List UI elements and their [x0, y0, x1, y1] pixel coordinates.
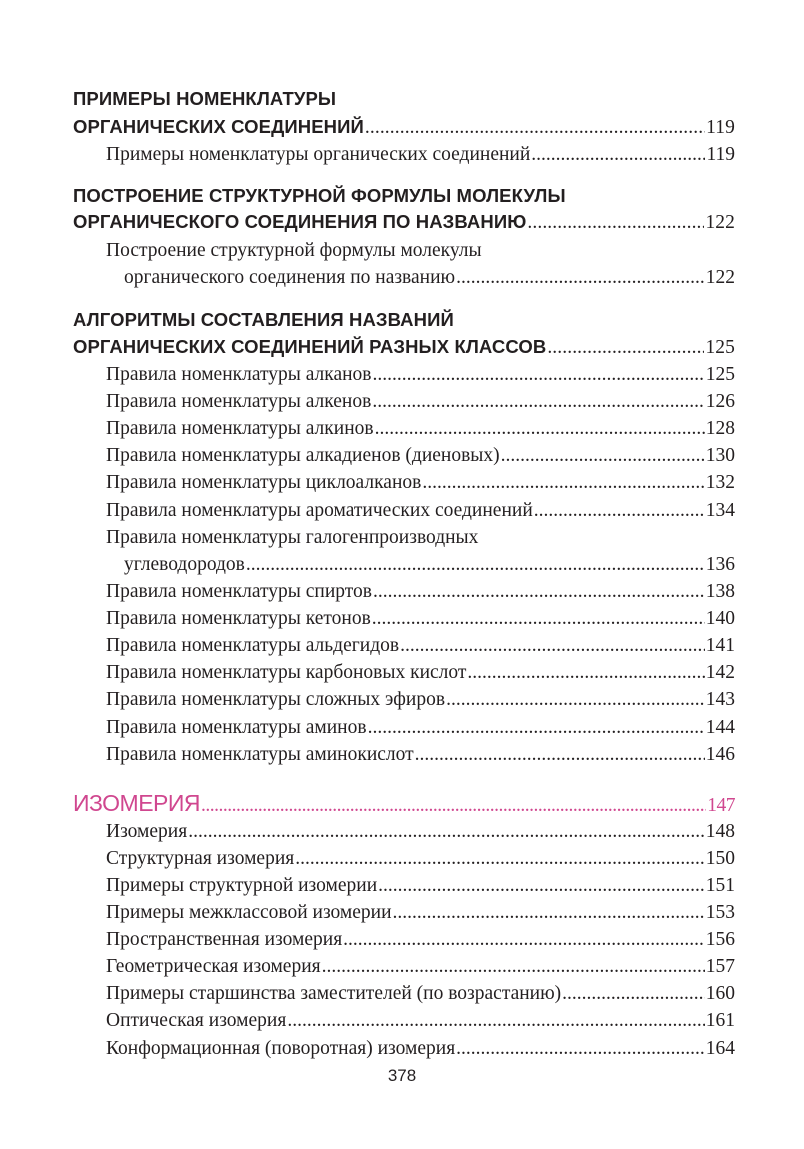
entry-title: Геометрическая изомерия — [106, 956, 321, 977]
toc-entry[interactable] — [106, 418, 735, 440]
toc-entry-section[interactable] — [73, 116, 735, 139]
entry-title: Правила номенклатуры алканов — [106, 364, 372, 385]
dot-leader — [295, 848, 705, 870]
entry-title: Правила номенклатуры кетонов — [106, 608, 371, 629]
dot-leader — [373, 364, 705, 386]
dot-leader — [368, 717, 705, 739]
page-number: 119 — [706, 117, 735, 138]
page-number: 140 — [705, 608, 735, 629]
entry-title: Правила номенклатуры карбоновых кислот — [106, 662, 467, 683]
page-number: 128 — [705, 418, 735, 439]
section-title: ПРИМЕРЫ НОМЕНКЛАТУРЫ — [73, 88, 337, 109]
page-number: 136 — [705, 554, 735, 575]
dot-leader — [534, 500, 705, 522]
dot-leader — [201, 795, 706, 817]
dot-leader — [415, 744, 705, 766]
page-number: 150 — [705, 848, 735, 869]
page-number: 143 — [705, 689, 735, 710]
page-number: 153 — [705, 902, 735, 923]
entry-title: Правила номенклатуры алкенов — [106, 391, 372, 412]
toc-entry[interactable] — [106, 472, 735, 494]
section-heading — [73, 309, 735, 331]
dot-leader — [375, 418, 705, 440]
entry-title: Пространственная изомерия — [106, 929, 343, 950]
section-title: ПОСТРОЕНИЕ СТРУКТУРНОЙ ФОРМУЛЫ МОЛЕКУЛЫ — [73, 185, 566, 206]
toc-entry[interactable] — [106, 689, 735, 711]
dot-leader — [372, 608, 705, 630]
page-number: 157 — [705, 956, 735, 977]
page-number: 132 — [705, 472, 735, 493]
dot-leader — [456, 1038, 705, 1060]
dot-leader — [373, 581, 705, 603]
entry-title: Правила номенклатуры галогенпроизводных — [106, 527, 479, 548]
toc-entry[interactable] — [124, 267, 735, 289]
entry-title: Правила номенклатуры ароматических соединений — [106, 500, 533, 521]
dot-leader — [562, 983, 705, 1005]
page-folio: 378 — [387, 1066, 417, 1085]
toc-entry[interactable] — [106, 983, 735, 1005]
toc-entry[interactable] — [106, 391, 735, 413]
dot-leader — [400, 635, 705, 657]
dot-leader — [531, 144, 705, 166]
entry-title: Примеры структурной изомерии — [106, 875, 378, 896]
dot-leader — [188, 821, 705, 843]
section-title: АЛГОРИТМЫ СОСТАВЛЕНИЯ НАЗВАНИЙ — [73, 309, 454, 330]
toc-entry[interactable] — [106, 1038, 735, 1060]
page-number: 125 — [705, 364, 735, 385]
toc-entry[interactable] — [106, 240, 735, 262]
toc-entry[interactable] — [106, 364, 735, 386]
section-heading — [73, 185, 735, 207]
dot-leader — [365, 117, 705, 139]
page-number: 126 — [705, 391, 735, 412]
page-number: 164 — [705, 1038, 735, 1059]
toc-entry-section[interactable] — [73, 336, 735, 359]
page-number: 147 — [707, 795, 735, 816]
entry-title: Оптическая изомерия — [106, 1010, 287, 1031]
entry-title: органического соединения по названию — [124, 267, 456, 288]
dot-leader — [422, 472, 704, 494]
chapter-title: ИЗОМЕРИЯ — [73, 790, 201, 816]
entry-title: углеводородов — [124, 554, 245, 575]
entry-title: Примеры номенклатуры органических соединений — [106, 144, 531, 165]
dot-leader — [378, 875, 705, 897]
toc-entry[interactable] — [106, 445, 735, 467]
page-number: 144 — [705, 717, 735, 738]
toc-entry[interactable] — [106, 1010, 735, 1032]
section-heading — [73, 88, 735, 110]
page-number: 119 — [706, 144, 735, 165]
dot-leader — [501, 445, 705, 467]
dot-leader — [527, 212, 704, 234]
entry-title: Структурная изомерия — [106, 848, 295, 869]
entry-title: Правила номенклатуры алкинов — [106, 418, 374, 439]
dot-leader — [246, 554, 705, 576]
page-number: 160 — [705, 983, 735, 1004]
page-number: 142 — [705, 662, 735, 683]
toc-entry[interactable] — [106, 500, 735, 522]
dot-leader — [322, 956, 705, 978]
dot-leader — [446, 689, 705, 711]
toc-entry[interactable] — [106, 902, 735, 924]
entry-title: Правила номенклатуры спиртов — [106, 581, 372, 602]
dot-leader — [343, 929, 705, 951]
toc-entry[interactable] — [106, 144, 735, 166]
page-number: 138 — [705, 581, 735, 602]
toc-entry[interactable] — [106, 608, 735, 630]
toc-entry[interactable] — [106, 744, 735, 766]
page-number: 148 — [705, 821, 735, 842]
page-number: 156 — [705, 929, 735, 950]
section-title: ОРГАНИЧЕСКИХ СОЕДИНЕНИЙ РАЗНЫХ КЛАССОВ — [73, 336, 547, 357]
toc-entry-chapter[interactable] — [73, 790, 735, 817]
dot-leader — [547, 337, 704, 359]
dot-leader — [456, 267, 705, 289]
entry-title: Правила номенклатуры алкадиенов (диеновых) — [106, 445, 500, 466]
page-number: 122 — [705, 267, 735, 288]
dot-leader — [287, 1010, 704, 1032]
entry-title: Конформационная (поворотная) изомерия — [106, 1038, 456, 1059]
page-number: 125 — [705, 337, 735, 358]
dot-leader — [393, 902, 705, 924]
page-number: 151 — [705, 875, 735, 896]
entry-title: Правила номенклатуры аминов — [106, 717, 367, 738]
toc-entry[interactable] — [106, 821, 735, 843]
entry-title: Примеры межклассовой изомерии — [106, 902, 392, 923]
page-number: 161 — [705, 1010, 735, 1031]
toc-entry[interactable] — [106, 527, 735, 549]
page-number: 146 — [705, 744, 735, 765]
entry-title: Правила номенклатуры циклоалканов — [106, 472, 422, 493]
section-title: ОРГАНИЧЕСКОГО СОЕДИНЕНИЯ ПО НАЗВАНИЮ — [73, 211, 527, 232]
entry-title: Изомерия — [106, 821, 188, 842]
toc-entry[interactable] — [106, 581, 735, 603]
toc-entry[interactable] — [106, 956, 735, 978]
dot-leader — [467, 662, 704, 684]
page-number: 141 — [705, 635, 735, 656]
toc-entry[interactable] — [106, 875, 735, 897]
toc-entry-section[interactable] — [73, 211, 735, 234]
entry-title: Примеры старшинства заместителей (по возрастанию) — [106, 983, 562, 1004]
section-title: ОРГАНИЧЕСКИХ СОЕДИНЕНИЙ — [73, 116, 364, 137]
page-number: 130 — [705, 445, 735, 466]
entry-title: Построение структурной формулы молекулы — [106, 240, 482, 261]
toc-entry[interactable] — [106, 635, 735, 657]
entry-title: Правила номенклатуры аминокислот — [106, 744, 414, 765]
toc-entry[interactable] — [106, 929, 735, 951]
page-number: 134 — [705, 500, 735, 521]
page-number: 122 — [705, 212, 735, 233]
toc-entry[interactable] — [106, 848, 735, 870]
toc-entry[interactable] — [124, 554, 735, 576]
entry-title: Правила номенклатуры альдегидов — [106, 635, 400, 656]
toc-entry[interactable] — [106, 717, 735, 739]
toc-entry[interactable] — [106, 662, 735, 684]
entry-title: Правила номенклатуры сложных эфиров — [106, 689, 446, 710]
dot-leader — [372, 391, 704, 413]
